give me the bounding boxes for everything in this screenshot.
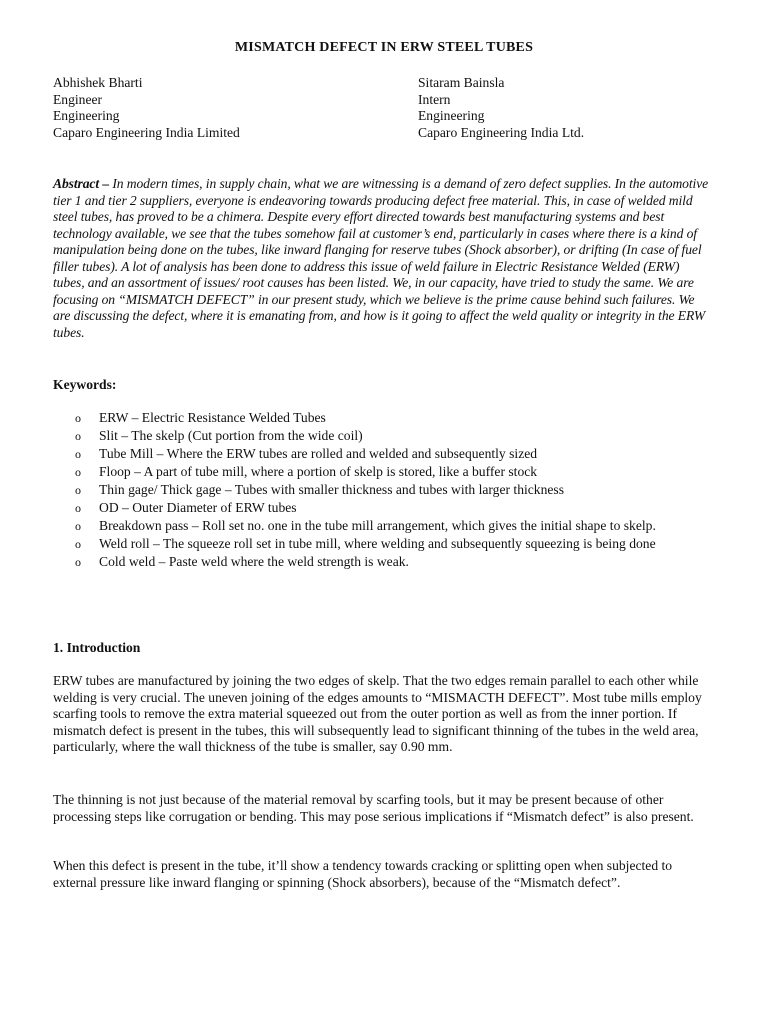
keywords-heading: Keywords: [53, 377, 117, 392]
author-dept: Engineering [418, 108, 485, 123]
bullet-icon: o [75, 555, 81, 569]
keyword-text: Tube Mill – Where the ERW tubes are rolled and welded and subsequently sized [99, 446, 538, 461]
bullet-icon: o [75, 429, 81, 443]
keyword-text: Cold weld – Paste weld where the weld strength is weak. [99, 554, 409, 569]
keywords-list [75, 410, 715, 572]
keyword-item [75, 536, 715, 553]
keyword-text: Slit – The skelp (Cut portion from the wide coil) [99, 428, 363, 443]
author-dept: Engineering [53, 108, 120, 123]
author-block-2 [418, 75, 584, 141]
abstract-label: Abstract – [53, 176, 110, 191]
author-name: Abhishek Bharti [53, 75, 143, 90]
keyword-item [75, 482, 715, 499]
keyword-item [75, 428, 715, 445]
bullet-icon: o [75, 501, 81, 515]
author-block-1 [53, 75, 240, 141]
bullet-icon: o [75, 519, 81, 533]
bullet-icon: o [75, 447, 81, 461]
author-role: Engineer [53, 91, 103, 107]
keyword-item [75, 500, 715, 517]
keyword-item [75, 464, 715, 481]
bullet-icon: o [75, 411, 81, 425]
bullet-icon: o [75, 483, 81, 497]
keyword-text: Thin gage/ Thick gage – Tubes with smaller thickness and tubes with larger thickness [99, 482, 565, 497]
abstract [53, 176, 713, 341]
keyword-text: Floop – A part of tube mill, where a portion of skelp is stored, like a buffer stock [99, 464, 538, 479]
keyword-item [75, 518, 715, 535]
author-org: Caparo Engineering India Ltd. [418, 124, 585, 140]
author-org: Caparo Engineering India Limited [53, 124, 240, 140]
abstract-text: In modern times, in supply chain, what we are witnessing is a demand of zero defect supplies. In the automotive tier 1 and tier 2 suppliers, everyone is endeavoring towards producing defect free material. This, in case of welded mild steel tubes, has proved to be a chimera. Despite every effort directed towards best manufacturing systems and best technology available, we see that the tubes somehow fail at customer’s end, particularly in cases where there is a kind of manipulation being done on the tubes, like inward flanging for reserve tubes (Shock absorber), or drifting (In case of fuel filler tubes). A lot of analysis has been done to address this issue of weld failure in Electric Resistance Welded (ERW) tubes, and an assortment of issues/ root causes has been listed. We, in our capacity, have tried to study the same. We are focusing on “MISMATCH DEFECT” in our present study, which we believe is the prime cause behind such failures. We are discussing the defect, where it is emanating from, and how is it going to affect the weld quality or integrity in the ERW tubes. [53, 176, 709, 340]
intro-paragraph: The thinning is not just because of the material removal by scarfing tools, but it may be present because of other processing steps like corrugation or bending. This may pose serious implications if “Mismatch defect” is also present. [53, 792, 694, 824]
keyword-text: Weld roll – The squeeze roll set in tube mill, where welding and subsequently squeezing is being done [99, 536, 656, 551]
author-name: Sitaram Bainsla [418, 75, 505, 90]
keyword-item [75, 446, 715, 463]
section-heading-introduction: 1. Introduction [53, 640, 141, 655]
intro-paragraph: When this defect is present in the tube, it’ll show a tendency towards cracking or splitting open when subjected to external pressure like inward flanging or spinning (Shock absorbers), because of the “Mismatch defect”. [53, 858, 673, 890]
keyword-item [75, 410, 715, 427]
author-role: Intern [418, 91, 451, 107]
keyword-text: Breakdown pass – Roll set no. one in the tube mill arrangement, which gives the initial shape to skelp. [99, 518, 656, 533]
paper-title: MISMATCH DEFECT IN ERW STEEL TUBES [234, 40, 534, 55]
bullet-icon: o [75, 465, 81, 479]
keyword-text: ERW – Electric Resistance Welded Tubes [99, 410, 326, 425]
bullet-icon: o [75, 537, 81, 551]
keyword-text: OD – Outer Diameter of ERW tubes [99, 500, 297, 515]
keyword-item [75, 554, 715, 571]
intro-paragraph: ERW tubes are manufactured by joining the two edges of skelp. That the two edges remain parallel to each other while welding is very crucial. The uneven joining of the edges amounts to “MISMACTH DEFECT”. Most tube mills employ scarfing tools to remove the extra material squeezed out from the outer portion as well as from the inner portion. If mismatch defect is present in the tubes, this will subsequently lead to significant thinning of the tubes in the weld area, particularly, where the wall thickness of the tube is smaller, say 0.90 mm. [53, 673, 702, 754]
